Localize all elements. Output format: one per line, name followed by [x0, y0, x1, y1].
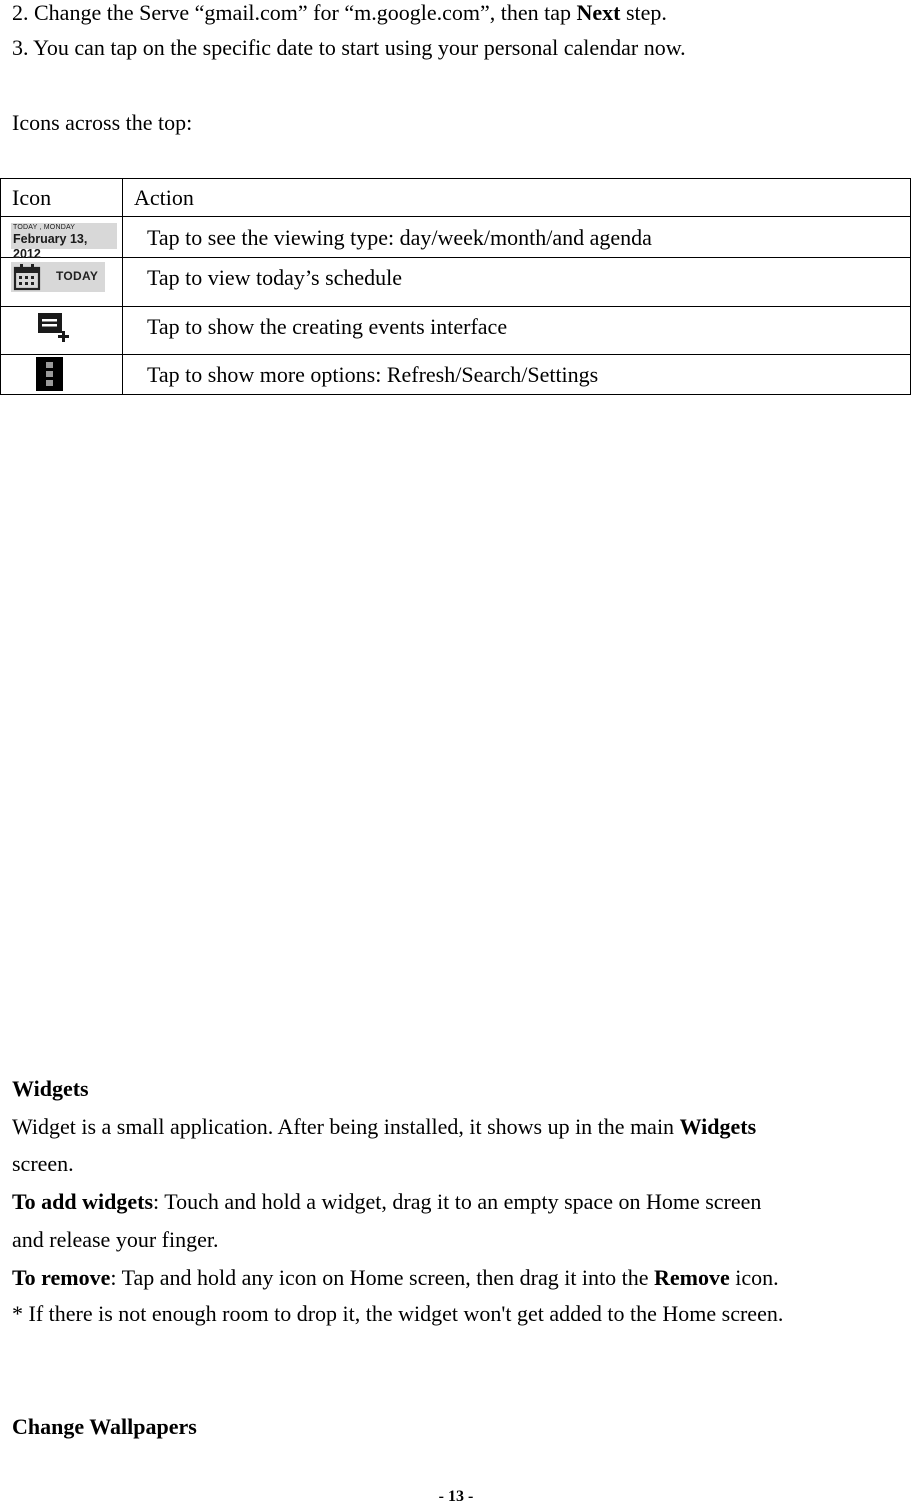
change-wallpapers-heading: Change Wallpapers — [12, 1414, 197, 1439]
table-border-right — [910, 178, 911, 395]
table-border-top — [0, 178, 911, 179]
step-2-bold-next: Next — [576, 0, 621, 25]
step-3-text: 3. You can tap on the specific date to start using your personal calendar now. — [12, 35, 686, 60]
table-header-action: Action — [134, 185, 194, 210]
widgets-note: * If there is not enough room to drop it, the widget won't get added to the Home screen. — [12, 1301, 784, 1326]
add-widgets-line-1 — [12, 1189, 761, 1215]
table-divider-3 — [0, 306, 911, 307]
remove-widgets-line — [12, 1265, 779, 1291]
table-divider-4 — [0, 354, 911, 355]
widgets-paragraph-line-2: screen. — [12, 1151, 74, 1176]
table-row-action-3: Tap to show the creating events interface — [147, 314, 508, 339]
step-2-prefix: 2. Change the Serve “gmail.com” for “m.google.com”, then tap — [12, 0, 577, 25]
table-row-action-2: Tap to view today’s schedule — [147, 265, 403, 290]
icons-heading: Icons across the top: — [12, 110, 193, 135]
table-row-action-1: Tap to see the viewing type: day/week/month/and agenda — [147, 225, 652, 250]
today-icon-label: TODAY — [56, 269, 99, 283]
calendar-date-icon — [11, 223, 117, 261]
remove-text: : Tap and hold any icon on Home screen, then drag it into the — [110, 1265, 655, 1290]
more-options-icon — [36, 357, 63, 391]
remove-bold: Remove — [654, 1265, 730, 1290]
widgets-paragraph-line-1 — [12, 1114, 756, 1140]
table-border-left — [0, 178, 1, 395]
remove-suffix: icon. — [729, 1265, 779, 1290]
calendar-date-icon-day: TODAY , MONDAY — [13, 224, 76, 231]
page-number: - 13 - — [438, 1488, 474, 1505]
widgets-paragraph-bold: Widgets — [679, 1114, 757, 1139]
table-header-icon: Icon — [12, 185, 52, 210]
widgets-paragraph-text: Widget is a small application. After being installed, it shows up in the main — [12, 1114, 680, 1139]
new-event-icon — [36, 311, 74, 343]
icons-table — [0, 178, 911, 395]
add-widgets-text: : Touch and hold a widget, drag it to an empty space on Home screen — [153, 1189, 762, 1214]
table-divider-1 — [0, 216, 911, 217]
table-column-divider — [122, 178, 123, 395]
remove-label: To remove — [12, 1265, 111, 1290]
step-2-text — [12, 0, 667, 26]
table-row-action-4: Tap to show more options: Refresh/Search/Settings — [147, 362, 599, 387]
table-border-bottom — [0, 394, 911, 395]
calendar-date-icon-date: February 13, 2012 — [13, 232, 88, 261]
calendar-grid-icon — [13, 262, 43, 292]
table-divider-2 — [0, 257, 911, 258]
today-icon — [11, 262, 105, 292]
step-2-suffix: step. — [620, 0, 667, 25]
add-widgets-line-2: and release your finger. — [12, 1227, 219, 1252]
add-widgets-label: To add widgets — [12, 1189, 154, 1214]
widgets-heading: Widgets — [12, 1076, 89, 1101]
